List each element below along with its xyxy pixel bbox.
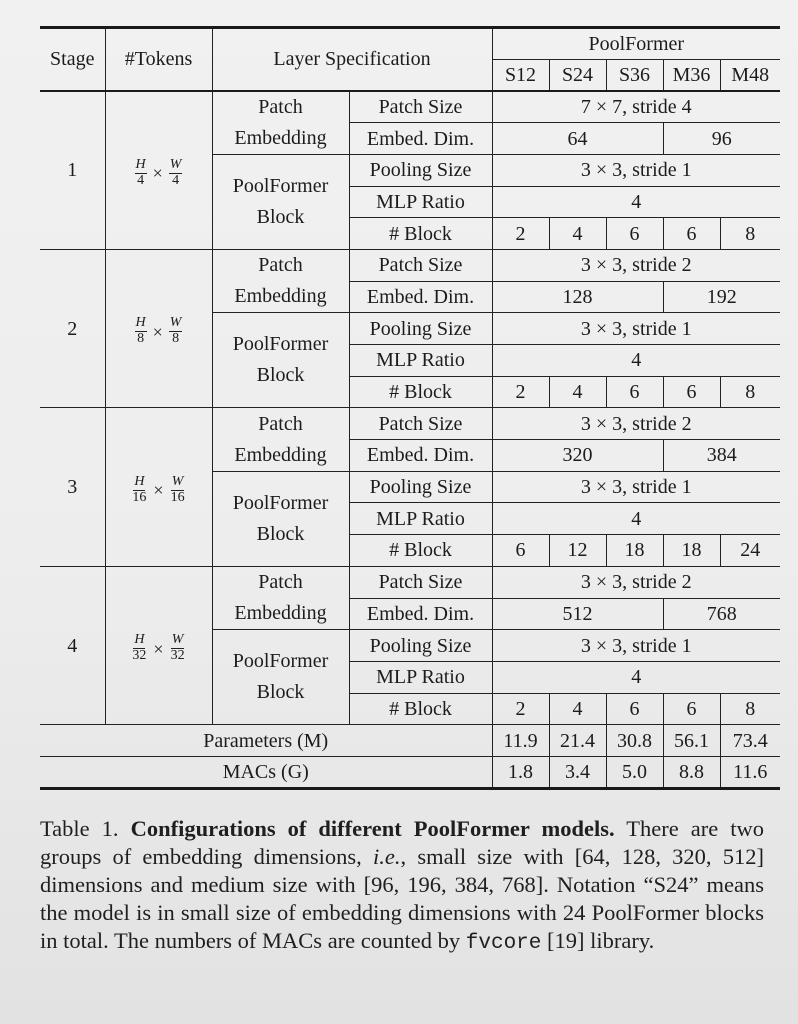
num-block-label: # Block: [349, 693, 492, 725]
poolformer-block-label: PoolFormer Block: [212, 313, 349, 408]
patch-size-value: 7 × 7, stride 4: [492, 91, 780, 123]
parameters-value-s36: 30.8: [606, 725, 663, 757]
macs-value-m36: 8.8: [663, 756, 720, 788]
macs-label: MACs (G): [40, 756, 492, 788]
parameters-value-m48: 73.4: [720, 725, 780, 757]
table-caption: [40, 815, 764, 957]
num-block-value-m36: 6: [663, 376, 720, 408]
patch-size-label: Patch Size: [349, 91, 492, 123]
patch-size-label: Patch Size: [349, 408, 492, 440]
num-block-label: # Block: [349, 535, 492, 567]
macs-value-s24: 3.4: [549, 756, 606, 788]
tokens-formula: $\frac{H}{8}$ × $\frac{W}{8}$: [135, 315, 182, 347]
caption-label: Table 1.: [40, 816, 119, 841]
num-block-value-s12: 6: [492, 535, 549, 567]
tokens-frac-h: $\frac{H}{8}$: [135, 315, 146, 347]
embed-dim-label: Embed. Dim.: [349, 281, 492, 313]
patch-embedding-label: Patch Embedding: [212, 408, 349, 471]
num-block-value-s24: 12: [549, 535, 606, 567]
header-model-m36: M36: [663, 59, 720, 91]
num-block-label: # Block: [349, 376, 492, 408]
patch-size-value: 3 × 3, stride 2: [492, 566, 780, 598]
parameters-label: Parameters (M): [40, 725, 492, 757]
stage-tokens: [105, 566, 212, 724]
stage-number: 1: [40, 91, 105, 250]
num-block-label: # Block: [349, 218, 492, 250]
embed-dim-medium: 192: [663, 281, 780, 313]
stage-tokens: [105, 249, 212, 407]
mlp-ratio-value: 4: [492, 661, 780, 693]
header-model-s12: S12: [492, 59, 549, 91]
tokens-formula: $\frac{H}{16}$ × $\frac{W}{16}$: [132, 473, 185, 505]
tokens-frac-w: $\frac{W}{4}$: [169, 157, 182, 188]
embed-dim-medium: 96: [663, 123, 780, 155]
embed-dim-medium: 768: [663, 598, 780, 630]
tokens-frac-h: $\frac{H}{16}$: [132, 473, 147, 505]
header-stage: Stage: [40, 28, 105, 91]
num-block-value-m48: 8: [720, 376, 780, 408]
header-tokens: #Tokens: [105, 28, 212, 91]
tokens-frac-h: $\frac{H}{32}$: [132, 632, 147, 664]
stage-number: 2: [40, 249, 105, 407]
mlp-ratio-value: 4: [492, 345, 780, 377]
num-block-value-s24: 4: [549, 376, 606, 408]
tokens-frac-w: $\frac{W}{8}$: [169, 315, 182, 347]
embed-dim-label: Embed. Dim.: [349, 123, 492, 155]
header-model-m48: M48: [720, 59, 780, 91]
pooling-size-value: 3 × 3, stride 1: [492, 313, 780, 345]
caption-code: fvcore: [465, 931, 542, 955]
embed-dim-small: 128: [492, 281, 663, 313]
mlp-ratio-value: 4: [492, 503, 780, 535]
embed-dim-label: Embed. Dim.: [349, 598, 492, 630]
patch-embedding-label: Patch Embedding: [212, 566, 349, 629]
num-block-value-s12: 2: [492, 218, 549, 250]
num-block-value-m36: 18: [663, 535, 720, 567]
patch-embedding-label: Patch Embedding: [212, 249, 349, 312]
header-model-s24: S24: [549, 59, 606, 91]
pooling-size-value: 3 × 3, stride 1: [492, 630, 780, 662]
caption-ie: i.e.: [373, 843, 401, 869]
patch-embedding-label: Patch Embedding: [212, 91, 349, 155]
parameters-value-s12: 11.9: [492, 725, 549, 757]
header-poolformer: PoolFormer: [492, 28, 780, 60]
mlp-ratio-value: 4: [492, 186, 780, 218]
macs-value-s12: 1.8: [492, 756, 549, 788]
num-block-value-s12: 2: [492, 693, 549, 725]
pooling-size-label: Pooling Size: [349, 313, 492, 345]
caption-title: Configurations of different PoolFormer models.: [130, 816, 615, 841]
tokens-formula: $\frac{H}{4}$ × $\frac{W}{4}$: [135, 157, 182, 188]
num-block-value-s36: 6: [606, 218, 663, 250]
patch-size-label: Patch Size: [349, 249, 492, 281]
pooling-size-value: 3 × 3, stride 1: [492, 154, 780, 186]
patch-size-value: 3 × 3, stride 2: [492, 249, 780, 281]
stage-tokens: [105, 91, 212, 250]
parameters-value-s24: 21.4: [549, 725, 606, 757]
patch-size-label: Patch Size: [349, 566, 492, 598]
num-block-value-m36: 6: [663, 218, 720, 250]
caption-text-2: , small size with [64, 128, 320, 512] dimensions and medium size with [96, 196, 384, 768]. Notation “S24” means the model is in small size of embedding dimensions with 24 PoolFormer blocks in total. The numbers of MACs are counted by: [40, 843, 765, 953]
patch-size-value: 3 × 3, stride 2: [492, 408, 780, 440]
num-block-value-s12: 2: [492, 376, 549, 408]
pooling-size-label: Pooling Size: [349, 630, 492, 662]
num-block-value-m48: 8: [720, 218, 780, 250]
header-model-s36: S36: [606, 59, 663, 91]
embed-dim-medium: 384: [663, 440, 780, 472]
num-block-value-s36: 6: [606, 376, 663, 408]
embed-dim-label: Embed. Dim.: [349, 440, 492, 472]
parameters-value-m36: 56.1: [663, 725, 720, 757]
embed-dim-small: 64: [492, 123, 663, 155]
tokens-frac-w: $\frac{W}{16}$: [170, 473, 185, 505]
stage-number: 3: [40, 408, 105, 566]
mlp-ratio-label: MLP Ratio: [349, 186, 492, 218]
caption-text-1: There are two groups of embedding dimensions,: [40, 816, 765, 869]
num-block-value-m48: 24: [720, 535, 780, 567]
mlp-ratio-label: MLP Ratio: [349, 503, 492, 535]
num-block-value-s24: 4: [549, 693, 606, 725]
embed-dim-small: 320: [492, 440, 663, 472]
stage-tokens: [105, 408, 212, 566]
num-block-value-m48: 8: [720, 693, 780, 725]
poolformer-block-label: PoolFormer Block: [212, 154, 349, 249]
num-block-value-m36: 6: [663, 693, 720, 725]
mlp-ratio-label: MLP Ratio: [349, 345, 492, 377]
pooling-size-value: 3 × 3, stride 1: [492, 471, 780, 503]
mlp-ratio-label: MLP Ratio: [349, 661, 492, 693]
config-table: [40, 26, 780, 790]
poolformer-block-label: PoolFormer Block: [212, 471, 349, 566]
caption-text-3: [19] library.: [547, 927, 655, 953]
embed-dim-small: 512: [492, 598, 663, 630]
macs-value-m48: 11.6: [733, 760, 768, 783]
num-block-value-s24: 4: [549, 218, 606, 250]
tokens-formula: $\frac{H}{32}$ × $\frac{W}{32}$: [132, 632, 185, 664]
poolformer-block-label: PoolFormer Block: [212, 630, 349, 725]
num-block-value-s36: 18: [606, 535, 663, 567]
header-layer-spec: Layer Specification: [212, 28, 492, 91]
macs-value-s36: 5.0: [606, 756, 663, 788]
stage-number: 4: [40, 566, 105, 724]
tokens-frac-w: $\frac{W}{32}$: [170, 632, 185, 664]
num-block-value-s36: 6: [606, 693, 663, 725]
pooling-size-label: Pooling Size: [349, 154, 492, 186]
pooling-size-label: Pooling Size: [349, 471, 492, 503]
tokens-frac-h: $\frac{H}{4}$: [135, 157, 146, 188]
